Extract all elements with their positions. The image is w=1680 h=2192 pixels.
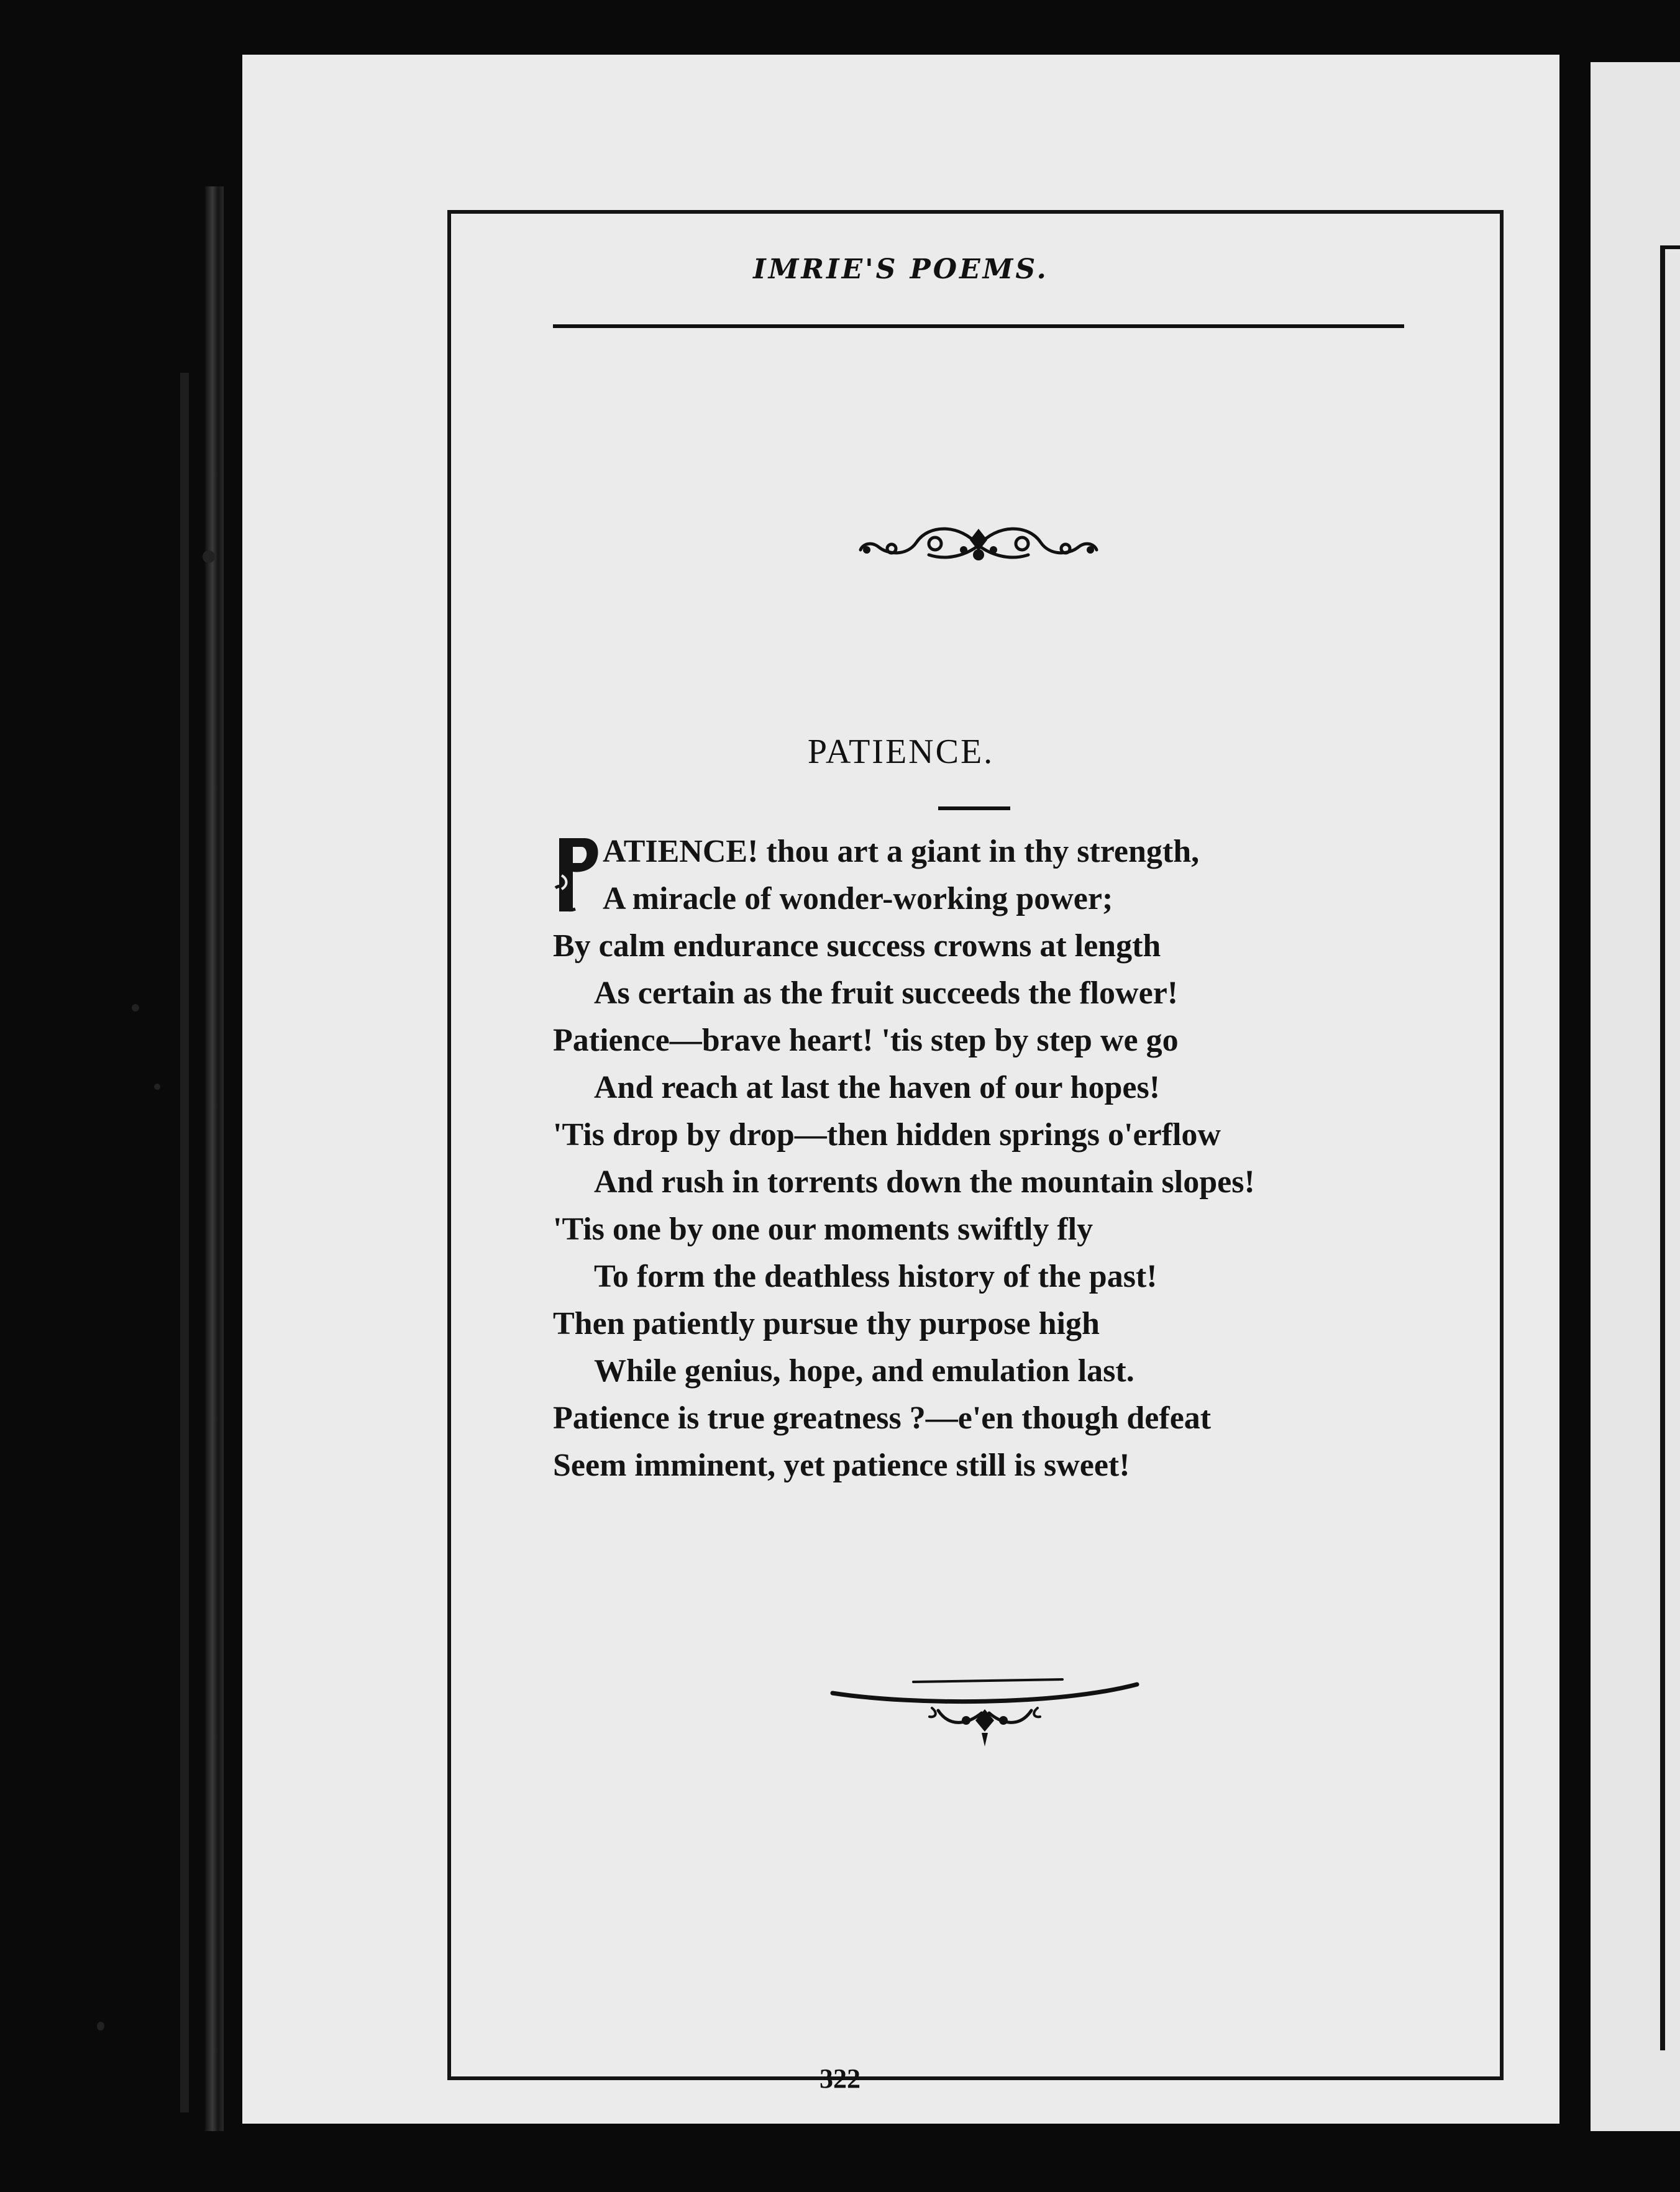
scan-edge	[180, 373, 189, 2112]
scan-edge	[205, 186, 224, 2131]
poem-line: Then patiently pursue thy purpose high	[553, 1306, 1100, 1341]
poem-line: As certain as the fruit succeeds the flower!	[594, 975, 1179, 1011]
poem-line: 'Tis drop by drop—then hidden springs o'erflow	[553, 1117, 1221, 1153]
poem-line: By calm endurance success crowns at length	[553, 928, 1161, 964]
decorative-dropcap-p	[553, 832, 601, 919]
poem-body	[553, 828, 1522, 1489]
poem-line: While genius, hope, and emulation last.	[594, 1353, 1134, 1389]
flourish-ornament-bottom	[826, 1673, 1143, 1754]
title-rule	[938, 806, 1010, 810]
poem-line: And rush in torrents down the mountain slopes!	[594, 1164, 1255, 1200]
poem-line: And reach at last the haven of our hopes!	[594, 1070, 1161, 1105]
facing-page-edge	[1591, 62, 1680, 2131]
poem-line: ATIENCE! thou art a giant in thy strength,	[603, 834, 1200, 869]
ink-speck	[203, 550, 215, 563]
poem-line: Patience is true greatness ?—e'en though defeat	[553, 1400, 1212, 1436]
poem-line: 'Tis one by one our moments swiftly fly	[553, 1212, 1093, 1247]
ink-speck	[154, 1084, 160, 1090]
poem-line: Seem imminent, yet patience still is sweet!	[553, 1448, 1130, 1483]
poem-title: PATIENCE.	[807, 733, 995, 771]
page-number: 322	[819, 2063, 861, 2094]
head-rule	[553, 324, 1404, 328]
flourish-ornament-top	[854, 518, 1103, 573]
ink-speck	[132, 1004, 139, 1012]
book-page	[242, 55, 1559, 2124]
running-head: IMRIE'S POEMS.	[753, 253, 1049, 285]
ink-speck	[97, 2022, 104, 2030]
poem-line: A miracle of wonder-working power;	[603, 881, 1113, 916]
poem-line: Patience—brave heart! 'tis step by step we go	[553, 1023, 1179, 1058]
facing-page-rule	[1660, 249, 1665, 2050]
poem-line: To form the deathless history of the past!	[594, 1259, 1157, 1294]
